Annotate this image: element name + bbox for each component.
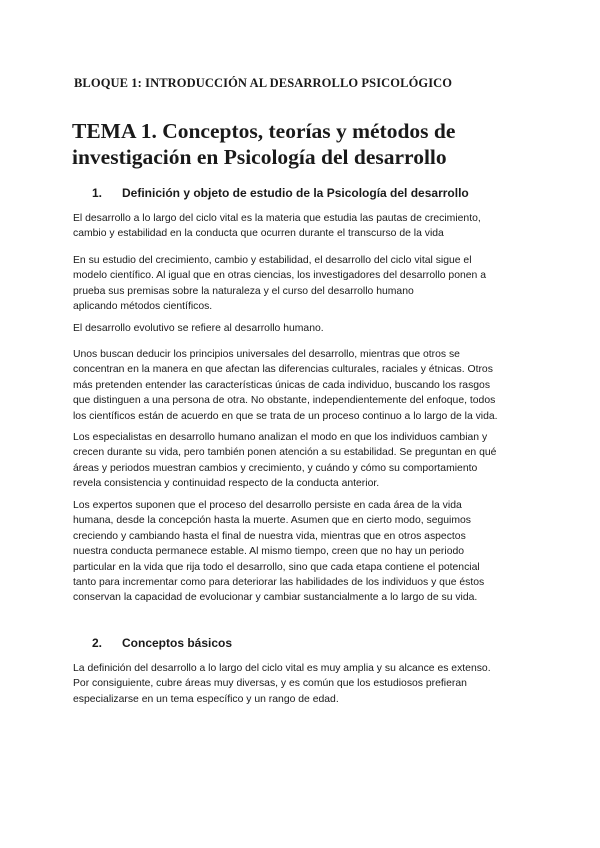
paragraph-line: revela consistencia y continuidad respecto de la conducta anterior. (73, 478, 380, 490)
paragraph-line: más pretenden entender las características únicas de cada individuo, buscando los rasgos (73, 379, 491, 391)
paragraph (73, 347, 533, 424)
paragraph-line: Los expertos suponen que el proceso del desarrollo persiste en cada área de la vida (73, 500, 462, 511)
paragraph-line: creciendo y cambiando hasta el final de nuestra vida, mientras que en otros aspectos (73, 530, 466, 542)
section-2-title: Conceptos básicos (122, 636, 233, 650)
paragraph-line: especializarse en un tema específico y un rango de edad. (73, 693, 339, 705)
chapter-title (72, 118, 542, 170)
paragraph-line: modelo científico. Al igual que en otras ciencias, los investigadores del desarrollo ponen a (73, 270, 486, 282)
paragraph-line: crecen durante su vida, pero también ponen atención a su estabilidad. Se preguntan en qué (73, 447, 497, 459)
paragraph-line: aplicando métodos científicos. (73, 301, 213, 313)
paragraph-line: cambio y estabilidad en la conducta que ocurren durante el transcurso de la vida (73, 228, 444, 240)
paragraph-line: prueba sus premisas sobre la naturaleza y el curso del desarrollo humano (73, 285, 414, 297)
paragraph (73, 253, 533, 315)
paragraph-line: Por consiguiente, cubre áreas muy diversas, y es común que los estudiosos prefieran (73, 678, 467, 690)
paragraph-line: nuestra conducta permanece estable. Al mismo tiempo, creen que no hay un periodo (73, 546, 465, 558)
paragraph-line: conservan la capacidad de evolucionar y cambiar sustancialmente a lo largo de su vida. (73, 592, 478, 604)
paragraph-line: concentran en la manera en que afectan las diferencias culturales, raciales y étnicas. Otros (73, 364, 493, 376)
section-2-number: 2. (92, 636, 103, 650)
paragraph-line: El desarrollo evolutivo se refiere al desarrollo humano. (73, 323, 324, 334)
paragraph-line: En su estudio del crecimiento, cambio y estabilidad, el desarrollo del ciclo vital sigue el (73, 255, 472, 266)
paragraph (73, 498, 533, 606)
paragraph-line: los científicos están de acuerdo en que se trata de un proceso continuo a lo largo de la vida. (73, 410, 498, 422)
paragraph-line: El desarrollo a lo largo del ciclo vital es la materia que estudia las pautas de crecimiento, (73, 213, 481, 224)
block-heading: BLOQUE 1: INTRODUCCIÓN AL DESARROLLO PSICOLÓGICO (74, 76, 453, 90)
section-1-title: Definición y objeto de estudio de la Psicología del desarrollo (122, 186, 469, 200)
section-1-number: 1. (92, 186, 103, 200)
paragraph-line: Unos buscan deducir los principios universales del desarrollo, mientras que otros se (73, 349, 460, 360)
paragraph (73, 321, 533, 336)
chapter-title-line-1: TEMA 1. Conceptos, teorías y métodos de (72, 119, 456, 143)
paragraph (73, 430, 533, 492)
chapter-title-line-2: investigación en Psicología del desarrollo (72, 145, 447, 169)
paragraph-line: La definición del desarrollo a lo largo del ciclo vital es muy amplia y su alcance es extenso. (73, 663, 491, 674)
paragraph-line: particular en la vida que rija todo el desarrollo, sino que cada etapa contiene el potencial (73, 561, 480, 573)
paragraph-line: áreas y periodos muestran cambios y crecimiento, y cuándo y cómo su comportamiento (73, 462, 478, 474)
paragraph-line: que distinguen a una persona de otra. No obstante, independientemente del enfoque, todos (73, 395, 496, 407)
paragraph-line: tanto para incrementar como para deteriorar las habilidades de los individuos y que éstos (73, 577, 485, 589)
paragraph (73, 661, 533, 707)
section-2-heading (92, 636, 232, 650)
paragraph-line: Los especialistas en desarrollo humano analizan el modo en que los individuos cambian y (73, 432, 488, 443)
section-1-heading (92, 186, 469, 200)
paragraph (73, 211, 533, 242)
paragraph-line: humana, desde la concepción hasta la muerte. Asumen que en cierto modo, seguimos (73, 515, 471, 527)
